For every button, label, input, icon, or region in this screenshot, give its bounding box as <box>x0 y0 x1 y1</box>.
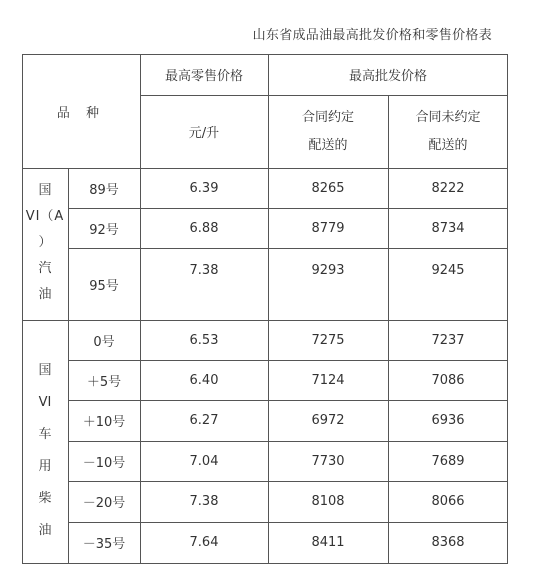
grade-cell: －35号 <box>82 537 126 552</box>
retail-cell: 7.04 <box>189 453 219 469</box>
retail-cell: 6.40 <box>189 372 219 388</box>
noncontract-delivery-header <box>388 95 508 168</box>
noncontract-cell: 8222 <box>431 180 465 196</box>
contract-cell: 7124 <box>311 372 345 388</box>
contract-header-line1: 合同约定 <box>301 109 354 125</box>
noncontract-cell: 7086 <box>431 372 465 388</box>
contract-cell: 8779 <box>311 220 345 236</box>
retail-cell: 6.39 <box>189 180 219 196</box>
contract-cell: 8411 <box>311 535 345 550</box>
noncontract-cell: 8368 <box>431 535 465 550</box>
diesel-label-char: 国 <box>38 363 52 378</box>
diesel-label-char: 用 <box>38 459 52 474</box>
gasoline-label-char: 汽 <box>38 261 52 276</box>
contract-cell: 8108 <box>311 494 345 509</box>
table-border-bottom <box>22 563 508 564</box>
noncontract-cell: 8066 <box>431 494 465 509</box>
gasoline-group-label <box>23 178 67 308</box>
noncontract-cell: 7689 <box>431 453 465 469</box>
grade-cell: 0号 <box>93 334 115 350</box>
grade-cell: －10号 <box>82 455 126 471</box>
grade-cell: －20号 <box>82 496 126 511</box>
diesel-label-char: VI <box>38 395 52 410</box>
noncontract-header-line1: 合同未约定 <box>415 109 481 125</box>
gasoline-label-char: 油 <box>38 287 52 302</box>
retail-cell: 6.88 <box>189 220 219 236</box>
retail-cell: 7.38 <box>189 494 219 509</box>
noncontract-cell: 8734 <box>431 220 465 236</box>
contract-cell: 6972 <box>311 413 345 428</box>
noncontract-cell: 6936 <box>431 413 465 428</box>
noncontract-header-line2: 配送的 <box>428 137 468 153</box>
contract-cell: 7275 <box>311 332 345 348</box>
retail-cell: 6.53 <box>189 332 219 348</box>
grade-cell: 95号 <box>89 278 119 294</box>
contract-cell: 8265 <box>311 180 345 196</box>
wholesale-price-header: 最高批发价格 <box>348 69 427 84</box>
grade-cell: ＋10号 <box>82 415 126 430</box>
retail-unit-header: 元/升 <box>188 126 220 141</box>
retail-cell: 6.27 <box>189 413 219 428</box>
diesel-label-char: 车 <box>38 427 52 442</box>
grade-cell: 89号 <box>89 182 119 198</box>
diesel-label-char: 柴 <box>38 491 52 506</box>
noncontract-cell: 9245 <box>431 262 465 278</box>
contract-delivery-header <box>268 95 388 168</box>
grade-cell: ＋5号 <box>86 374 122 390</box>
retail-price-header: 最高零售价格 <box>164 69 243 84</box>
contract-header-line2: 配送的 <box>308 137 348 153</box>
diesel-group-label <box>23 355 67 547</box>
gasoline-label-char: 国 <box>38 183 52 198</box>
retail-cell: 7.38 <box>189 262 219 278</box>
diesel-label-char: 油 <box>38 523 52 538</box>
gasoline-label-char: ） <box>38 235 52 250</box>
retail-cell: 7.64 <box>189 535 219 550</box>
gasoline-label-char: VI（A <box>25 209 65 224</box>
contract-cell: 7730 <box>311 453 345 469</box>
category-header: 品 种 <box>56 105 106 121</box>
contract-cell: 9293 <box>311 262 345 278</box>
grade-cell: 92号 <box>89 222 119 238</box>
noncontract-cell: 7237 <box>431 332 465 348</box>
page-title: 山东省成品油最高批发价格和零售价格表 <box>252 28 492 43</box>
